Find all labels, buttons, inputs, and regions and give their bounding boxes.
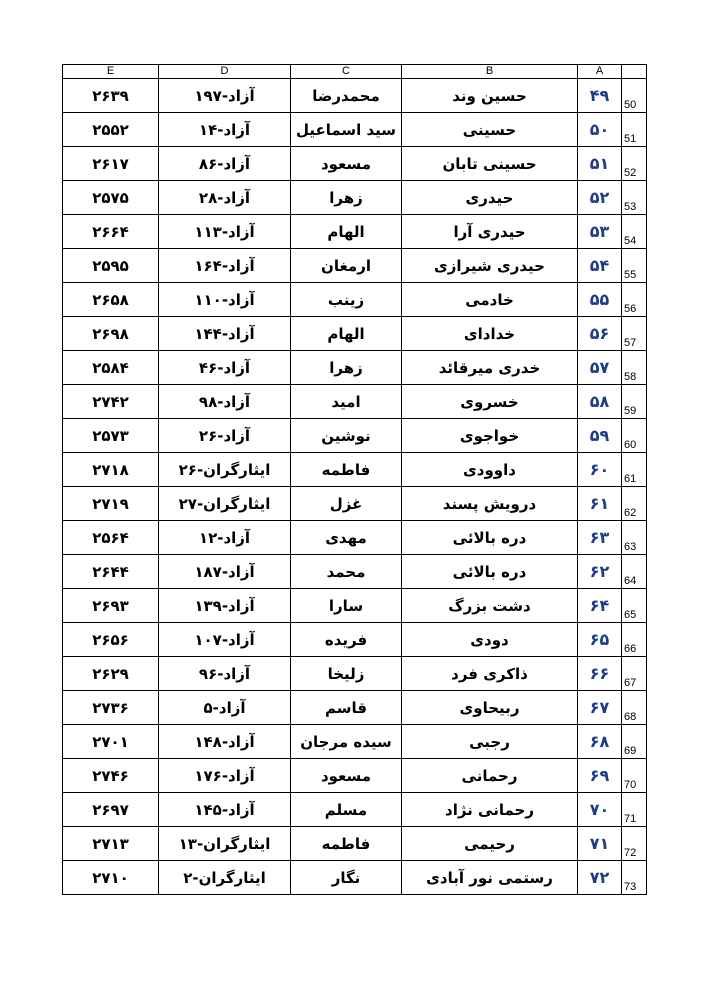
table-row	[63, 453, 647, 487]
cell-seat[interactable]: ایثارگران-۲۷	[159, 487, 291, 521]
cell-last-name[interactable]: دره بالائی	[402, 521, 578, 555]
column-header-rownum	[622, 65, 647, 79]
table-row	[63, 147, 647, 181]
row-number[interactable]: 54	[622, 215, 647, 249]
cell-first-name[interactable]: سیده مرجان	[291, 725, 402, 759]
cell-last-name[interactable]: حیدری	[402, 181, 578, 215]
table-row	[63, 827, 647, 861]
cell-seat[interactable]: آزاد-۵	[159, 691, 291, 725]
cell-last-name[interactable]: خدری میرقائد	[402, 351, 578, 385]
cell-seat[interactable]: آزاد-۲۸	[159, 181, 291, 215]
cell-index[interactable]: ۴۹	[578, 79, 622, 113]
table-row	[63, 317, 647, 351]
table-row	[63, 691, 647, 725]
cell-index[interactable]: ۵۲	[578, 181, 622, 215]
cell-seat[interactable]: ایثارگران-۲	[159, 861, 291, 895]
cell-seat[interactable]: آزاد-۱۲	[159, 521, 291, 555]
row-number[interactable]: 64	[622, 555, 647, 589]
cell-code[interactable]: ۲۵۹۵	[63, 249, 159, 283]
cell-seat[interactable]: آزاد-۴۶	[159, 351, 291, 385]
table-row	[63, 419, 647, 453]
cell-seat[interactable]: آزاد-۱۸۷	[159, 555, 291, 589]
column-header-b[interactable]: B	[402, 65, 578, 79]
cell-index[interactable]: ۶۶	[578, 657, 622, 691]
cell-last-name[interactable]: دشت بزرگ	[402, 589, 578, 623]
cell-last-name[interactable]: حسینی	[402, 113, 578, 147]
cell-last-name[interactable]: رحمانی نژاد	[402, 793, 578, 827]
column-header-a[interactable]: A	[578, 65, 622, 79]
column-header-c[interactable]: C	[291, 65, 402, 79]
cell-code[interactable]: ۲۶۴۴	[63, 555, 159, 589]
cell-last-name[interactable]: حسینی تابان	[402, 147, 578, 181]
cell-last-name[interactable]: رجبی	[402, 725, 578, 759]
cell-first-name[interactable]: سارا	[291, 589, 402, 623]
cell-first-name[interactable]: الهام	[291, 215, 402, 249]
cell-first-name[interactable]: فاطمه	[291, 453, 402, 487]
cell-first-name[interactable]: زهرا	[291, 351, 402, 385]
row-number[interactable]: 68	[622, 691, 647, 725]
table-row	[63, 351, 647, 385]
cell-seat[interactable]: آزاد-۹۸	[159, 385, 291, 419]
cell-first-name[interactable]: فاطمه	[291, 827, 402, 861]
table-row	[63, 385, 647, 419]
row-number[interactable]: 73	[622, 861, 647, 895]
row-number[interactable]: 55	[622, 249, 647, 283]
row-number[interactable]: 62	[622, 487, 647, 521]
cell-seat[interactable]: آزاد-۱۱۰	[159, 283, 291, 317]
table-row	[63, 623, 647, 657]
cell-index[interactable]: ۶۴	[578, 589, 622, 623]
cell-first-name[interactable]: سید اسماعیل	[291, 113, 402, 147]
cell-seat[interactable]: آزاد-۱۱۳	[159, 215, 291, 249]
cell-index[interactable]: ۶۵	[578, 623, 622, 657]
cell-seat[interactable]: آزاد-۱۳۹	[159, 589, 291, 623]
cell-code[interactable]: ۲۶۲۹	[63, 657, 159, 691]
cell-code[interactable]: ۲۶۳۹	[63, 79, 159, 113]
cell-last-name[interactable]: رحمانی	[402, 759, 578, 793]
cell-seat[interactable]: آزاد-۱۹۷	[159, 79, 291, 113]
cell-code[interactable]: ۲۵۷۵	[63, 181, 159, 215]
cell-index[interactable]: ۷۱	[578, 827, 622, 861]
cell-first-name[interactable]: غزل	[291, 487, 402, 521]
row-number[interactable]: 53	[622, 181, 647, 215]
table-row	[63, 181, 647, 215]
cell-seat[interactable]: آزاد-۱۷۶	[159, 759, 291, 793]
table-row	[63, 283, 647, 317]
cell-first-name[interactable]: ارمغان	[291, 249, 402, 283]
cell-code[interactable]: ۲۷۳۶	[63, 691, 159, 725]
cell-code[interactable]: ۲۵۷۳	[63, 419, 159, 453]
cell-first-name[interactable]: زهرا	[291, 181, 402, 215]
table-row	[63, 657, 647, 691]
cell-last-name[interactable]: حسین وند	[402, 79, 578, 113]
row-number[interactable]: 66	[622, 623, 647, 657]
cell-code[interactable]: ۲۷۴۶	[63, 759, 159, 793]
row-number[interactable]: 72	[622, 827, 647, 861]
cell-first-name[interactable]: مهدی	[291, 521, 402, 555]
cell-seat[interactable]: آزاد-۲۶	[159, 419, 291, 453]
cell-code[interactable]: ۲۷۱۰	[63, 861, 159, 895]
row-number[interactable]: 59	[622, 385, 647, 419]
cell-last-name[interactable]: خادمی	[402, 283, 578, 317]
cell-index[interactable]: ۵۷	[578, 351, 622, 385]
table-row	[63, 249, 647, 283]
cell-index[interactable]: ۵۱	[578, 147, 622, 181]
cell-last-name[interactable]: درویش پسند	[402, 487, 578, 521]
cell-last-name[interactable]: داوودی	[402, 453, 578, 487]
cell-last-name[interactable]: خسروی	[402, 385, 578, 419]
cell-first-name[interactable]: محمد	[291, 555, 402, 589]
table-row	[63, 487, 647, 521]
cell-last-name[interactable]: دره بالائی	[402, 555, 578, 589]
table-row	[63, 589, 647, 623]
cell-last-name[interactable]: خواجوی	[402, 419, 578, 453]
cell-code[interactable]: ۲۶۹۳	[63, 589, 159, 623]
cell-index[interactable]: ۵۸	[578, 385, 622, 419]
row-number[interactable]: 61	[622, 453, 647, 487]
cell-first-name[interactable]: مسعود	[291, 759, 402, 793]
cell-index[interactable]: ۶۳	[578, 521, 622, 555]
row-number[interactable]: 57	[622, 317, 647, 351]
cell-first-name[interactable]: نوشین	[291, 419, 402, 453]
row-number[interactable]: 67	[622, 657, 647, 691]
cell-seat[interactable]: آزاد-۹۶	[159, 657, 291, 691]
row-number[interactable]: 52	[622, 147, 647, 181]
cell-index[interactable]: ۶۲	[578, 555, 622, 589]
cell-seat[interactable]: آزاد-۱۴۵	[159, 793, 291, 827]
cell-index[interactable]: ۶۰	[578, 453, 622, 487]
table-row	[63, 759, 647, 793]
cell-index[interactable]: ۵۶	[578, 317, 622, 351]
cell-code[interactable]: ۲۶۹۸	[63, 317, 159, 351]
cell-last-name[interactable]: رستمی نور آبادی	[402, 861, 578, 895]
cell-code[interactable]: ۲۶۶۴	[63, 215, 159, 249]
cell-index[interactable]: ۵۳	[578, 215, 622, 249]
cell-seat[interactable]: آزاد-۱۰۷	[159, 623, 291, 657]
cell-last-name[interactable]: حیدری آرا	[402, 215, 578, 249]
cell-first-name[interactable]: امید	[291, 385, 402, 419]
cell-code[interactable]: ۲۷۱۹	[63, 487, 159, 521]
row-number[interactable]: 51	[622, 113, 647, 147]
cell-first-name[interactable]: محمدرضا	[291, 79, 402, 113]
cell-code[interactable]: ۲۶۵۶	[63, 623, 159, 657]
cell-index[interactable]: ۶۱	[578, 487, 622, 521]
cell-first-name[interactable]: مسلم	[291, 793, 402, 827]
column-header-row	[63, 65, 647, 79]
cell-code[interactable]: ۲۶۱۷	[63, 147, 159, 181]
cell-index[interactable]: ۶۷	[578, 691, 622, 725]
table-row	[63, 725, 647, 759]
cell-seat[interactable]: آزاد-۱۴۴	[159, 317, 291, 351]
cell-last-name[interactable]: حیدری شیرازی	[402, 249, 578, 283]
cell-seat[interactable]: آزاد-۱۴	[159, 113, 291, 147]
cell-first-name[interactable]: زینب	[291, 283, 402, 317]
table-row	[63, 861, 647, 895]
cell-index[interactable]: ۶۸	[578, 725, 622, 759]
cell-seat[interactable]: آزاد-۱۶۴	[159, 249, 291, 283]
row-number[interactable]: 71	[622, 793, 647, 827]
cell-seat[interactable]: ایثارگران-۲۶	[159, 453, 291, 487]
table-row	[63, 793, 647, 827]
table-row	[63, 555, 647, 589]
cell-code[interactable]: ۲۶۵۸	[63, 283, 159, 317]
row-number[interactable]: 69	[622, 725, 647, 759]
cell-code[interactable]: ۲۵۶۴	[63, 521, 159, 555]
cell-index[interactable]: ۵۴	[578, 249, 622, 283]
cell-index[interactable]: ۶۹	[578, 759, 622, 793]
cell-first-name[interactable]: فریده	[291, 623, 402, 657]
cell-index[interactable]: ۵۵	[578, 283, 622, 317]
cell-last-name[interactable]: خدادای	[402, 317, 578, 351]
cell-code[interactable]: ۲۷۱۸	[63, 453, 159, 487]
cell-first-name[interactable]: الهام	[291, 317, 402, 351]
cell-index[interactable]: ۵۰	[578, 113, 622, 147]
row-number[interactable]: 60	[622, 419, 647, 453]
cell-code[interactable]: ۲۵۵۲	[63, 113, 159, 147]
cell-last-name[interactable]: دودی	[402, 623, 578, 657]
cell-last-name[interactable]: رحیمی	[402, 827, 578, 861]
table-row	[63, 215, 647, 249]
cell-first-name[interactable]: مسعود	[291, 147, 402, 181]
cell-index[interactable]: ۵۹	[578, 419, 622, 453]
cell-seat[interactable]: ایثارگران-۱۳	[159, 827, 291, 861]
cell-index[interactable]: ۷۰	[578, 793, 622, 827]
spreadsheet-table	[62, 64, 647, 895]
cell-first-name[interactable]: زلیخا	[291, 657, 402, 691]
cell-code[interactable]: ۲۵۸۴	[63, 351, 159, 385]
cell-index[interactable]: ۷۲	[578, 861, 622, 895]
row-number[interactable]: 63	[622, 521, 647, 555]
table-row	[63, 113, 647, 147]
row-number[interactable]: 65	[622, 589, 647, 623]
column-header-e[interactable]: E	[63, 65, 159, 79]
cell-code[interactable]: ۲۷۱۳	[63, 827, 159, 861]
row-number[interactable]: 56	[622, 283, 647, 317]
row-number[interactable]: 50	[622, 79, 647, 113]
row-number[interactable]: 70	[622, 759, 647, 793]
table-body	[63, 79, 647, 895]
cell-last-name[interactable]: ذاکری فرد	[402, 657, 578, 691]
cell-last-name[interactable]: ربیحاوی	[402, 691, 578, 725]
table-row	[63, 79, 647, 113]
cell-seat[interactable]: آزاد-۸۶	[159, 147, 291, 181]
cell-first-name[interactable]: قاسم	[291, 691, 402, 725]
column-header-d[interactable]: D	[159, 65, 291, 79]
cell-code[interactable]: ۲۷۰۱	[63, 725, 159, 759]
cell-seat[interactable]: آزاد-۱۴۸	[159, 725, 291, 759]
cell-code[interactable]: ۲۷۴۲	[63, 385, 159, 419]
cell-code[interactable]: ۲۶۹۷	[63, 793, 159, 827]
table-row	[63, 521, 647, 555]
row-number[interactable]: 58	[622, 351, 647, 385]
cell-first-name[interactable]: نگار	[291, 861, 402, 895]
